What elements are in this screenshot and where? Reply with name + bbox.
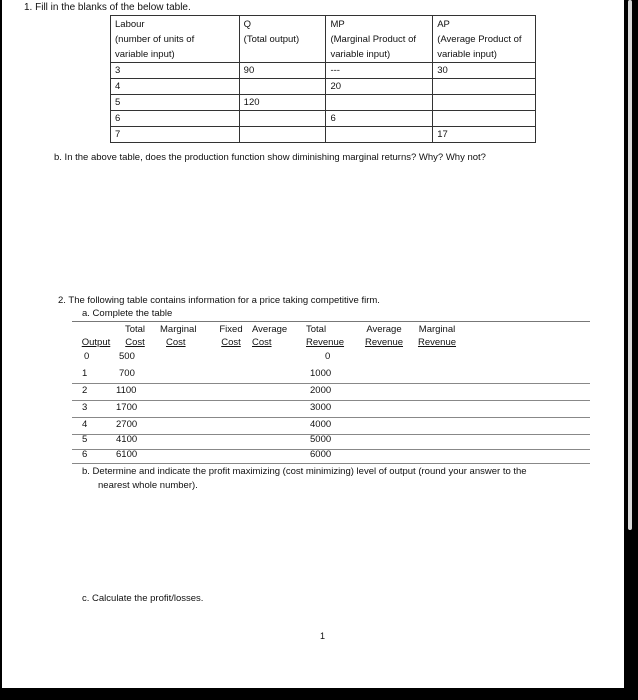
- table-row: [111, 111, 536, 127]
- header-q: Q (Total output): [239, 16, 326, 63]
- cell-q: [239, 111, 326, 127]
- page-number: 1: [320, 631, 326, 641]
- question-2-title: 2. The following table contains information for a price taking competitive firm.: [58, 295, 380, 306]
- cell-ap: [433, 79, 536, 95]
- table-row: 4 2700 4000: [72, 417, 590, 435]
- header-fixed-cost: Fixed Cost: [219, 324, 243, 348]
- header-total-cost: Total Cost: [124, 324, 146, 348]
- table-top-rule: [72, 321, 590, 322]
- header-ap: AP (Average Product of variable input): [433, 16, 536, 63]
- question-1b: b. In the above table, does the production function show diminishing marginal returns? Why? Why not?: [54, 152, 486, 163]
- cell-mp: ---: [326, 63, 433, 79]
- cell-mp: [326, 95, 433, 111]
- cell-ap: [433, 95, 536, 111]
- table-row: 2 1100 2000: [72, 383, 590, 401]
- vertical-scrollbar[interactable]: [628, 0, 632, 530]
- table-row: 0 500 0: [84, 351, 331, 362]
- cell-labour: 6: [111, 111, 240, 127]
- cell-q: 120: [239, 95, 326, 111]
- cell-ap: 17: [433, 127, 536, 143]
- cell-labour: 4: [111, 79, 240, 95]
- cell-ap: [433, 111, 536, 127]
- cell-labour: 5: [111, 95, 240, 111]
- table-row: [111, 127, 536, 143]
- table-row: 3 1700 3000: [72, 400, 590, 418]
- cell-mp: 20: [326, 79, 433, 95]
- cell-q: [239, 79, 326, 95]
- header-total-revenue: Total Revenue: [306, 324, 345, 348]
- header-average-revenue: Average Revenue: [364, 324, 404, 348]
- production-table-header: [111, 16, 536, 63]
- document-page: [2, 0, 624, 688]
- question-2c: c. Calculate the profit/losses.: [82, 593, 204, 604]
- table-row: [111, 63, 536, 79]
- table-row: [111, 95, 536, 111]
- cell-labour: 3: [111, 63, 240, 79]
- question-1-title: 1. Fill in the blanks of the below table.: [24, 2, 191, 13]
- header-output: Output: [81, 337, 111, 348]
- production-table: [110, 15, 536, 143]
- table-row: 5 4100 5000: [72, 432, 590, 450]
- cell-mp: [326, 127, 433, 143]
- cell-mp: 6: [326, 111, 433, 127]
- header-average-cost: Average Cost: [252, 324, 288, 348]
- table-row: 6 6100 6000: [72, 448, 590, 464]
- cell-q: 90: [239, 63, 326, 79]
- table-row: 1 700 1000: [72, 366, 590, 384]
- question-2a: a. Complete the table: [82, 308, 173, 319]
- table-row: [111, 79, 536, 95]
- cell-ap: 30: [433, 63, 536, 79]
- header-labour: Labour (number of units of variable input): [111, 16, 240, 63]
- header-mp: MP (Marginal Product of variable input): [326, 16, 433, 63]
- header-marginal-revenue: Marginal Revenue: [417, 324, 457, 348]
- cell-q: [239, 127, 326, 143]
- question-2b: b. Determine and indicate the profit maximizing (cost minimizing) level of output (round your answer to the nearest whole number).: [82, 466, 527, 491]
- header-marginal-cost: Marginal Cost: [160, 324, 197, 348]
- cell-labour: 7: [111, 127, 240, 143]
